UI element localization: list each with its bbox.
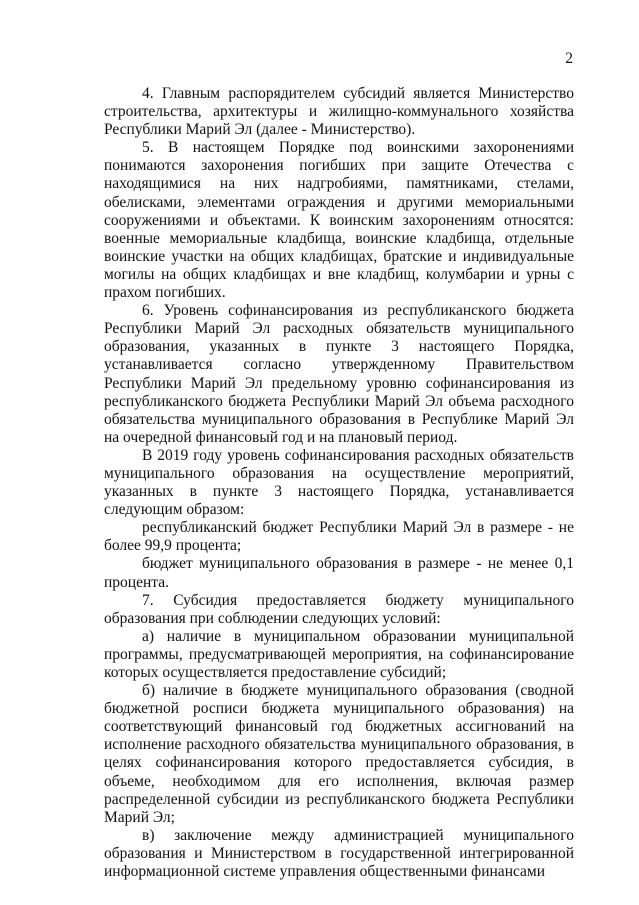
document-body xyxy=(104,85,574,881)
paragraph-item-5: 5. В настоящем Порядке под воинскими захоронениями понимаются захоронения погибших при защите Отечества с находящимися на них надгробиями, памятниками, стелами, обелисками, элементами ограждения и другими мемориальными сооружениями и объектами. К воинским захоронениям относятся: военные мемориальные кладбища, воинские кладбища, отдельные воинские участки на общих кладбищах, братские и индивидуальные могилы на общих кладбищах и вне кладбищ, колумбарии и урны с прахом погибших. xyxy=(104,139,574,302)
paragraph-municipal-budget: бюджет муниципального образования в размере - не менее 0,1 процента. xyxy=(104,555,574,591)
paragraph-item-6: 6. Уровень софинансирования из республиканского бюджета Республики Марий Эл расходных обязательств муниципального образования, указанных в пункте 3 настоящего Порядка, устанавливается согласно утвержденному Правительством Республики Марий Эл предельному уровню софинансирования из республиканского бюджета Республики Марий Эл объема расходного обязательства муниципального образования в Республике Марий Эл на очередной финансовый год и на плановый период. xyxy=(104,302,574,446)
paragraph-item-7: 7. Субсидия предоставляется бюджету муниципального образования при соблюдении следующих условий: xyxy=(104,591,574,627)
paragraph-item-4: 4. Главным распорядителем субсидий является Министерство строительства, архитектуры и жилищно-коммунального хозяйства Республики Марий Эл (далее - Министерство). xyxy=(104,85,574,139)
page-number: 2 xyxy=(565,50,573,67)
paragraph-republican-budget: республиканский бюджет Республики Марий Эл в размере - не более 99,9 процента; xyxy=(104,519,574,555)
paragraph-condition-b: б) наличие в бюджете муниципального образования (сводной бюджетной росписи бюджета муниципального образования) на соответствующий финансовый год бюджетных ассигнований на исполнение расходного обязательства муниципального образования, в целях софинансирования которого предоставляется субсидия, в объеме, необходимом для его исполнения, включая размер распределенной субсидии из республиканского бюджета Республики Марий Эл; xyxy=(104,682,574,826)
paragraph-condition-c: в) заключение между администрацией муниципального образования и Министерством в государственной интегрированной информационной системе управления общественными финансами xyxy=(104,826,574,881)
paragraph-2019-cofinancing: В 2019 году уровень софинансирования расходных обязательств муниципального образования на осуществление мероприятий, указанных в пункте 3 настоящего Порядка, устанавливается следующим образом: xyxy=(104,446,574,519)
paragraph-condition-a: а) наличие в муниципальном образовании муниципальной программы, предусматривающей мероприятия, на софинансирование которых осуществляется предоставление субсидий; xyxy=(104,627,574,681)
